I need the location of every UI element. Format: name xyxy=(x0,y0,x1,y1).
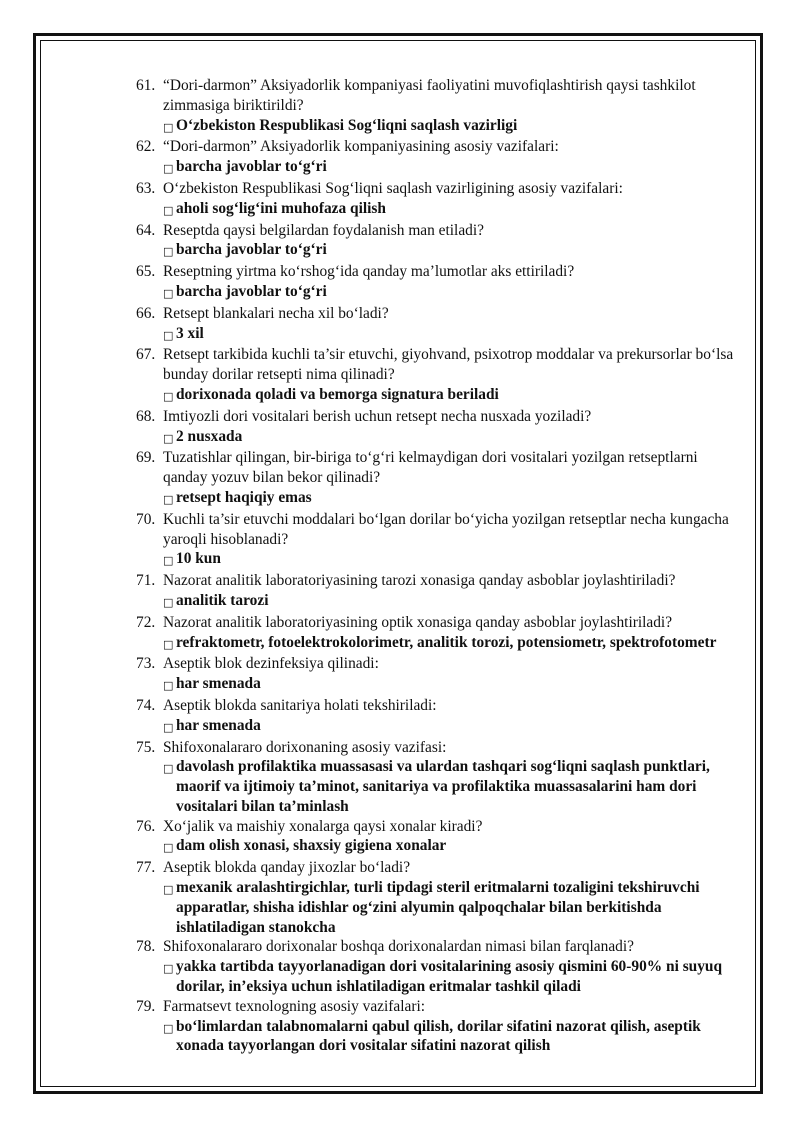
checkbox-icon: □ xyxy=(163,720,174,734)
question xyxy=(136,221,736,241)
question-text: Aseptik blokda qanday jixozlar bo‘ladi? xyxy=(163,859,411,877)
question-number: 64. xyxy=(136,221,156,239)
answer xyxy=(163,199,736,221)
answer xyxy=(163,957,736,997)
answer xyxy=(163,549,736,571)
question-text: Farmatsevt texnologning asosiy vazifalari: xyxy=(163,997,426,1015)
question-item xyxy=(136,345,736,406)
question-text: Tuzatishlar qilingan, bir-biriga to‘g‘ri kelmaydigan dori vositalari yozilgan retseptlarni qanday yozuv bilan bekor qilinadi? xyxy=(163,449,698,487)
question-item xyxy=(136,407,736,449)
question-number: 76. xyxy=(136,817,156,835)
checkbox-icon: □ xyxy=(163,431,174,445)
answer-text: O‘zbekiston Respublikasi Sog‘liqni saqlash vazirligi xyxy=(176,116,518,134)
question-item xyxy=(136,448,736,509)
question xyxy=(136,510,736,550)
question xyxy=(136,654,736,674)
checkbox-icon: □ xyxy=(163,389,174,403)
question-text: O‘zbekiston Respublikasi Sog‘liqni saqlash vazirligining asosiy vazifalari: xyxy=(163,179,623,197)
question-item xyxy=(136,858,736,937)
question xyxy=(136,304,736,324)
question xyxy=(136,76,736,116)
checkbox-icon: □ xyxy=(163,203,174,217)
question-number: 71. xyxy=(136,572,156,590)
checkbox-icon: □ xyxy=(163,962,174,976)
answer-text: mexanik aralashtirgichlar, turli tipdagi steril eritmalarni tozaligini tekshiruvchi apparatlar, shisha idishlar og‘zini alyumin qalpoqchalar bilan berkitishda ishlatiladigan stanokcha xyxy=(176,879,700,936)
answer xyxy=(163,324,736,346)
question-number: 61. xyxy=(136,77,156,94)
question-number: 73. xyxy=(136,655,156,673)
question-text: Nazorat analitik laboratoriyasining optik xonasiga qanday asboblar joylashtiriladi? xyxy=(163,613,673,631)
answer xyxy=(163,674,736,696)
answer xyxy=(163,282,736,304)
answer xyxy=(163,488,736,510)
question-item xyxy=(136,997,736,1056)
answer xyxy=(163,1017,736,1057)
answer xyxy=(163,591,736,613)
answer-text: yakka tartibda tayyorlanadigan dori vositalarining asosiy qismini 60-90% ni suyuq dorilar, in’eksiya uchun ishlatiladigan eritmalar tashkil qiladi xyxy=(176,958,723,996)
answer-text: refraktometr, fotoelektrokolorimetr, analitik torozi, potensiometr, spektrofotometr xyxy=(176,633,717,651)
checkbox-icon: □ xyxy=(163,883,174,897)
question xyxy=(136,858,736,878)
question-item xyxy=(136,304,736,346)
checkbox-icon: □ xyxy=(163,554,174,568)
question xyxy=(136,696,736,716)
answer xyxy=(163,385,736,407)
answer xyxy=(163,116,736,138)
checkbox-icon: □ xyxy=(163,679,174,693)
question-item xyxy=(136,613,736,655)
question xyxy=(136,997,736,1017)
question xyxy=(136,345,736,385)
checkbox-icon: □ xyxy=(163,286,174,300)
question-item xyxy=(136,510,736,571)
question xyxy=(136,262,736,282)
question-item xyxy=(136,221,736,263)
question xyxy=(136,137,736,157)
answer-text: barcha javoblar to‘g‘ri xyxy=(176,241,327,259)
question-text: Imtiyozli dori vositalari berish uchun retsept necha nusxada yoziladi? xyxy=(163,407,592,425)
answer-text: har smenada xyxy=(176,716,261,734)
question-text: “Dori-darmon” Aksiyadorlik kompaniyasining asosiy vazifalari: xyxy=(163,138,559,156)
question-number: 66. xyxy=(136,304,156,322)
question-text: “Dori-darmon” Aksiyadorlik kompaniyasi faoliyatini muvofiqlashtirish qaysi tashkilot zimmasiga biriktirildi? xyxy=(163,77,696,114)
question-number: 63. xyxy=(136,179,156,197)
question-text: Kuchli ta’sir etuvchi moddalari bo‘lgan dorilar bo‘yicha yozilgan retseptlar necha kungacha yaroqli hisoblanadi? xyxy=(163,510,729,548)
checkbox-icon: □ xyxy=(163,841,174,855)
answer xyxy=(163,240,736,262)
question-text: Reseptning yirtma ko‘rshog‘ida qanday ma’lumotlar aks ettiriladi? xyxy=(163,263,575,281)
question-number: 67. xyxy=(136,346,156,364)
question-text: Nazorat analitik laboratoriyasining tarozi xonasiga qanday asboblar joylashtiriladi? xyxy=(163,572,676,590)
question-number: 77. xyxy=(136,859,156,877)
answer-text: barcha javoblar to‘g‘ri xyxy=(176,158,327,176)
question-item xyxy=(136,571,736,613)
answer-text: dorixonada qoladi va bemorga signatura beriladi xyxy=(176,385,499,403)
answer-text: 3 xil xyxy=(176,324,204,342)
question-text: Aseptik blokda sanitariya holati tekshiriladi: xyxy=(163,696,437,714)
question-text: Shifoxonalararo dorixonaning asosiy vazifasi: xyxy=(163,738,447,756)
answer-text: retsept haqiqiy emas xyxy=(176,488,312,506)
checkbox-icon: □ xyxy=(163,245,174,259)
checkbox-icon: □ xyxy=(163,637,174,651)
question-item xyxy=(136,696,736,738)
answer xyxy=(163,716,736,738)
checkbox-icon: □ xyxy=(163,1021,174,1035)
checkbox-icon: □ xyxy=(163,492,174,506)
question-number: 72. xyxy=(136,613,156,631)
answer xyxy=(163,157,736,179)
question xyxy=(136,613,736,633)
question-item xyxy=(136,179,736,221)
question-number: 70. xyxy=(136,510,156,528)
question xyxy=(136,817,736,837)
question-item xyxy=(136,817,736,859)
answer xyxy=(163,633,736,655)
question-number: 69. xyxy=(136,449,156,467)
answer-text: analitik tarozi xyxy=(176,591,269,609)
question-number: 79. xyxy=(136,997,156,1015)
question-text: Aseptik blok dezinfeksiya qilinadi: xyxy=(163,655,379,673)
checkbox-icon: □ xyxy=(163,328,174,342)
answer-text: aholi sog‘lig‘ini muhofaza qilish xyxy=(176,199,386,217)
answer-text: 2 nusxada xyxy=(176,427,243,445)
question-item xyxy=(136,738,736,817)
question-text: Shifoxonalararo dorixonalar boshqa dorixonalardan nimasi bilan farqlanadi? xyxy=(163,938,634,956)
answer-text: davolash profilaktika muassasasi va ulardan tashqari sog‘liqni saqlash punktlari, maorif va ijtimoiy ta’minot, sanitariya va profilaktika muassasalarini ham dori vositalari bilan ta’minlash xyxy=(176,758,710,815)
question-text: Retsept tarkibida kuchli ta’sir etuvchi, giyohvand, psixotrop moddalar va prekursorlar bo‘lsa bunday dorilar retsepti nima qilinadi? xyxy=(163,346,734,384)
question-item xyxy=(136,937,736,996)
answer xyxy=(163,427,736,449)
checkbox-icon: □ xyxy=(163,762,174,776)
question-number: 75. xyxy=(136,738,156,756)
question-item xyxy=(136,262,736,304)
question-number: 68. xyxy=(136,407,156,425)
question-number: 62. xyxy=(136,138,156,156)
question xyxy=(136,407,736,427)
question-item xyxy=(136,137,736,179)
question xyxy=(136,179,736,199)
question-text: Reseptda qaysi belgilardan foydalanish man etiladi? xyxy=(163,221,484,239)
question-number: 74. xyxy=(136,696,156,714)
answer xyxy=(163,836,736,858)
answer-text: barcha javoblar to‘g‘ri xyxy=(176,282,327,300)
question xyxy=(136,571,736,591)
question-item xyxy=(136,654,736,696)
question-text: Retsept blankalari necha xil bo‘ladi? xyxy=(163,304,389,322)
checkbox-icon: □ xyxy=(163,595,174,609)
checkbox-icon: □ xyxy=(163,162,174,176)
question-number: 65. xyxy=(136,263,156,281)
answer xyxy=(163,757,736,816)
question-text: Xo‘jalik va maishiy xonalarga qaysi xonalar kiradi? xyxy=(163,817,483,835)
answer xyxy=(163,878,736,937)
question-item xyxy=(136,76,736,137)
answer-text: 10 kun xyxy=(176,550,221,568)
question xyxy=(136,738,736,758)
answer-text: dam olish xonasi, shaxsiy gigiena xonalar xyxy=(176,837,447,855)
question-list xyxy=(136,76,736,1056)
question xyxy=(136,937,736,957)
answer-text: bo‘limlardan talabnomalarni qabul qilish, dorilar sifatini nazorat qilish, aseptik xonada tayyorlangan dori vositalar sifatini nazorat qilish xyxy=(176,1017,701,1055)
answer-text: har smenada xyxy=(176,675,261,693)
checkbox-icon: □ xyxy=(163,120,174,134)
question-number: 78. xyxy=(136,938,156,956)
question xyxy=(136,448,736,488)
